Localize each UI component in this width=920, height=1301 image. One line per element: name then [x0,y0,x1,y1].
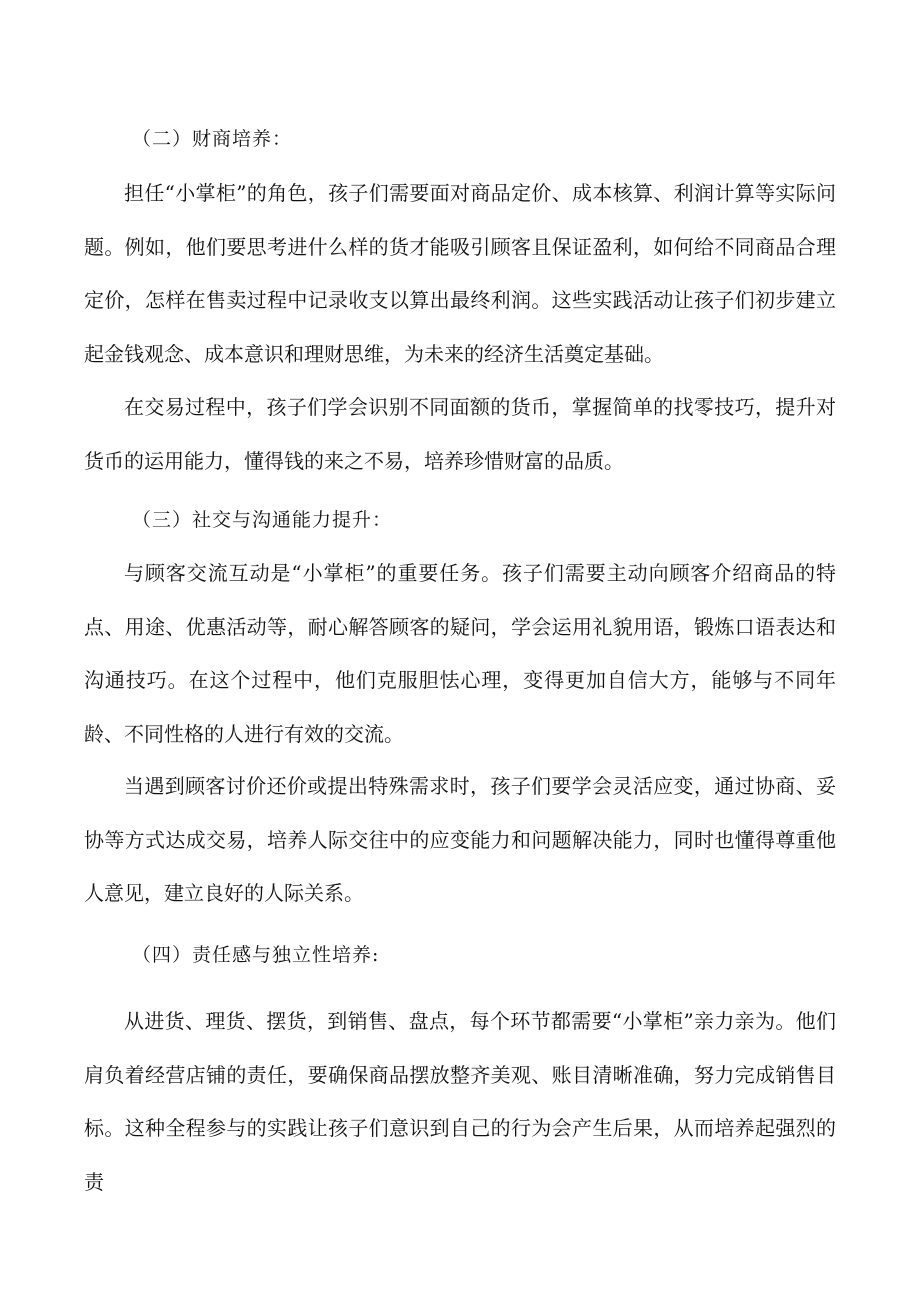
paragraph-social-2: 当遇到顾客讨价还价或提出特殊需求时，孩子们要学会灵活应变，通过协商、妥协等方式达成交易，培养人际交往中的应变能力和问题解决能力，同时也懂得尊重他人意见，建立良好的人际关系。 [84,774,836,905]
section-heading-responsibility: （四）责任感与独立性培养: [132,944,380,966]
section-heading-finance: （二）财商培养： [132,128,293,150]
section-heading-social: （三）社交与沟通能力提升： [132,509,393,531]
paragraph-finance-1: 担任“小掌柜”的角色，孩子们需要面对商品定价、成本核算、利润计算等实际问题。例如，他们要思考进什么样的货才能吸引顾客且保证盈利，如何给不同商品合理定价，怎样在售卖过程中记录收支以算出最终利润。这些实践活动让孩子们初步建立起金钱观念、成本意识和理财思维，为未来的经济生活奠定基础。 [84,181,836,366]
paragraph-responsibility-1: 从进货、理货、摆货，到销售、盘点，每个环节都需要“小掌柜”亲力亲为。他们肩负着经营店铺的责任，要确保商品摆放整齐美观、账目清晰准确，努力完成销售目标。这种全程参与的实践让孩子们意识到自己的行为会产生后果，从而培养起强烈的责 [84,1009,836,1194]
paragraph-social-1: 与顾客交流互动是“小掌柜”的重要任务。孩子们需要主动向顾客介绍商品的特点、用途、优惠活动等，耐心解答顾客的疑问，学会运用礼貌用语，锻炼口语表达和沟通技巧。在这个过程中，他们克服胆怯心理，变得更加自信大方，能够与不同年龄、不同性格的人进行有效的交流。 [84,561,836,746]
paragraph-finance-2: 在交易过程中，孩子们学会识别不同面额的货币，掌握简单的找零技巧，提升对货币的运用能力，懂得钱的来之不易，培养珍惜财富的品质。 [84,395,836,473]
